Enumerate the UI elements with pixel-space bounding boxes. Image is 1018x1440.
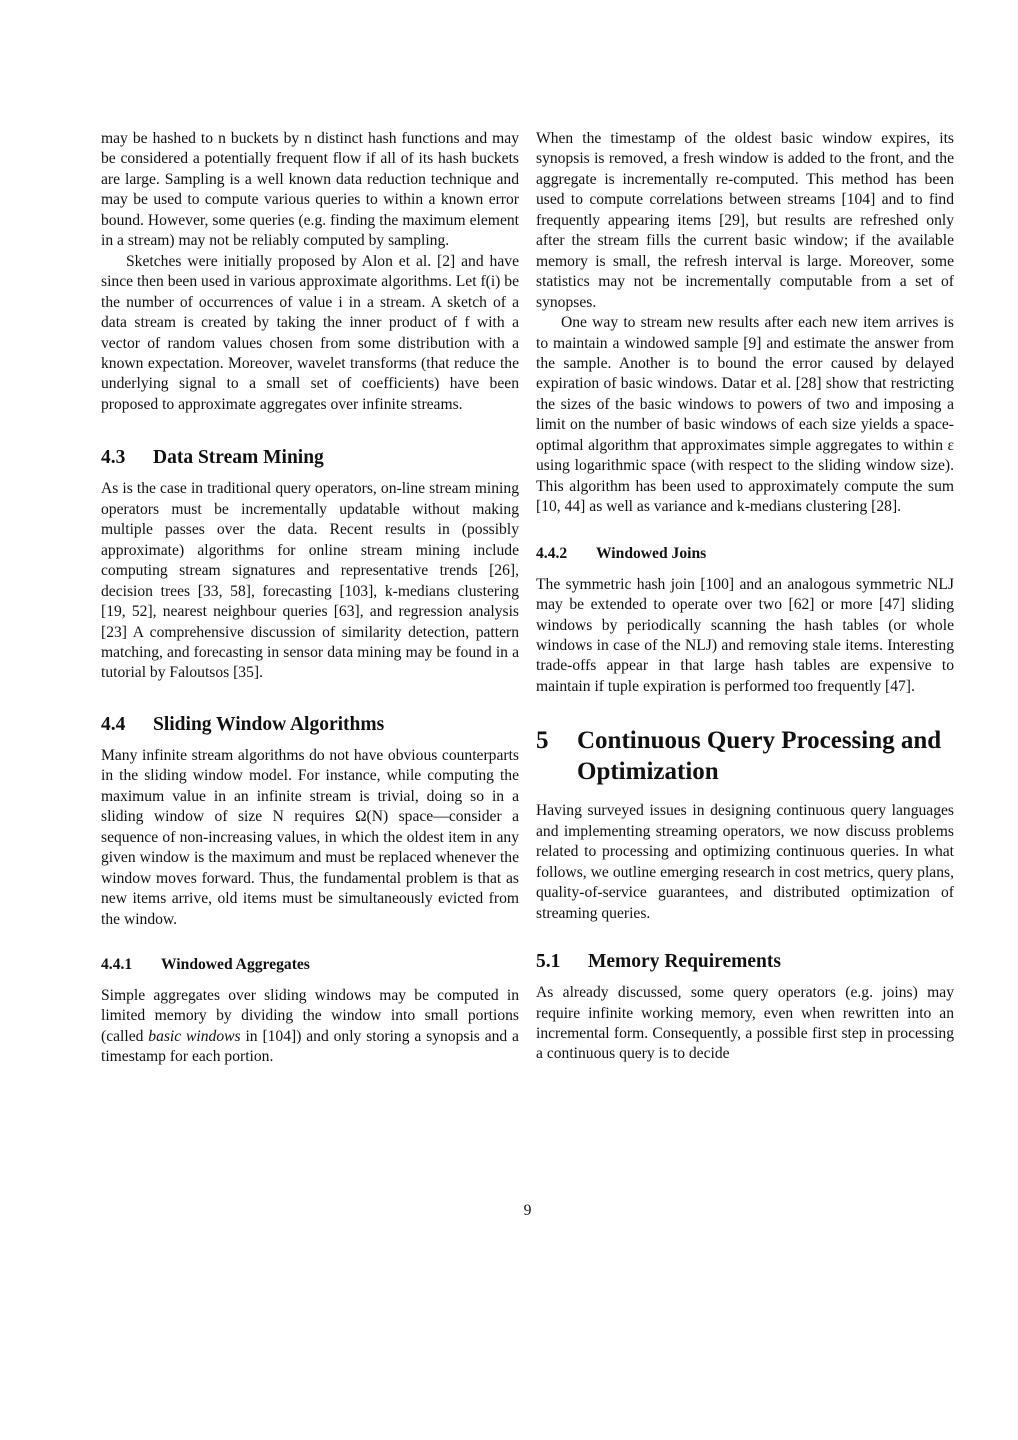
paragraph: One way to stream new results after each new item arrives is to maintain a windowed sample [9] and estimate the answer from the sample. Another is to bound the error caused by delayed expiration of basic windows. Datar et al. [28] show that restricting the sizes of the basic windows to powers of two and imposing a limit on the number of basic windows of each size yields a space-optimal algorithm that approximates simple aggregates to within ε using logarithmic space (with respect to the sliding window size). This algorithm has been used to approximately compute the sum [10, 44] as well as variance and k-medians clustering [28]. — [536, 314, 954, 516]
paragraph: When the timestamp of the oldest basic window expires, its synopsis is removed, a fresh window is added to the front, and the aggregate is incrementally re-computed. This method has been used to compute correlations between streams [104] and to find frequently appearing items [29], but results are refreshed only after the stream fills the current basic window; if the available memory is small, the refresh interval is large. Moreover, some statistics may not be incrementally computable from a set of synopses. — [536, 130, 954, 311]
text-run: Simple aggregates over sliding windows may be computed in limited memory by dividing the window into small portions (called — [101, 986, 519, 1045]
section-title: Sliding Window Algorithms — [153, 713, 385, 735]
section-title: Memory Requirements — [588, 951, 781, 973]
section-heading-4-3 — [101, 446, 519, 470]
text-run: in [104]) and only storing a synopsis and a timestamp for each portion. — [101, 1027, 519, 1066]
paragraph: Many infinite stream algorithms do not have obvious counterparts in the sliding window model. For instance, while computing the maximum value in an infinite stream is trivial, doing so in a sliding window of size N requires Ω(N) space—consider a sequence of non-increasing values, in which the oldest item in any given window is the maximum and must be replaced whenever the window moves forward. Thus, the fundamental problem is that as new items arrive, old items must be simultaneously evicted from the window. — [101, 746, 519, 928]
chapter-heading-5 — [536, 725, 954, 787]
paragraph — [101, 986, 519, 1068]
left-column — [101, 129, 519, 1068]
section-heading-5-1 — [536, 950, 954, 974]
right-column — [536, 129, 954, 1065]
subsection-title: Windowed Joins — [596, 544, 707, 562]
paragraph: As already discussed, some query operators (e.g. joins) may require infinite working memory, even when rewritten into an incremental form. Consequently, a possible first step in processing a continuous query is to decide — [536, 984, 954, 1063]
paragraph: As is the case in traditional query operators, on-line stream mining operators must be incrementally updatable without making multiple passes over the data. Recent results in (possibly approximate) algorithms for online stream mining include computing stream signatures and representative trends [26], decision trees [33, 58], forecasting [103], k-medians clustering [19, 52], nearest neighbour queries [63], and regression analysis [23] A comprehensive discussion of similarity detection, pattern matching, and forecasting in sensor data mining may be found in a tutorial by Faloutsos [35]. — [101, 480, 519, 682]
section-heading-4-4 — [101, 713, 519, 737]
paragraph: Having surveyed issues in designing continuous query languages and implementing streaming operators, we now discuss problems related to processing and optimizing continuous queries. In what follows, we outline emerging research in cost metrics, query plans, quality-of-service guarantees, and distributed optimization of streaming queries. — [536, 802, 954, 922]
paragraph: The symmetric hash join [100] and an analogous symmetric NLJ may be extended to operate over two [62] or more [47] sliding windows by periodically scanning the hash tables (or whole windows in case of the NLJ) and removing stale items. Interesting trade-offs appear in that large hash tables are expensive to maintain if tuple expiration is performed too frequently [47]. — [536, 575, 954, 695]
paragraph: Sketches were initially proposed by Alon et al. [2] and have since then been used in various approximate algorithms. Let f(i) be the number of occurrences of value i in a stream. A sketch of a data stream is created by taking the inner product of f with a vector of random values chosen from some distribution with a known expectation. Moreover, wavelet transforms (that reduce the underlying signal to a small set of coefficients) have been proposed to approximate aggregates over infinite streams. — [101, 252, 519, 413]
chapter-number: 5 — [536, 727, 549, 755]
subsection-number: 4.4.2 — [536, 544, 568, 562]
section-number: 4.3 — [101, 447, 126, 469]
subsection-title: Windowed Aggregates — [161, 955, 310, 973]
subsection-heading-4-4-2 — [536, 544, 954, 564]
page-number: 9 — [523, 1202, 532, 1219]
chapter-title: Continuous Query Processing and Optimization — [577, 727, 942, 786]
emphasis: basic windows — [148, 1027, 241, 1045]
section-title: Data Stream Mining — [153, 447, 324, 469]
section-number: 4.4 — [101, 713, 126, 735]
subsection-number: 4.4.1 — [101, 955, 133, 973]
section-number: 5.1 — [536, 951, 561, 973]
subsection-heading-4-4-1 — [101, 955, 519, 975]
paragraph: may be hashed to n buckets by n distinct hash functions and may be considered a potentially frequent flow if all of its hash buckets are large. Sampling is a well known data reduction technique and may be used to compute various queries to within a known error bound. However, some queries (e.g. finding the maximum element in a stream) may not be reliably computed by sampling. — [101, 130, 519, 250]
